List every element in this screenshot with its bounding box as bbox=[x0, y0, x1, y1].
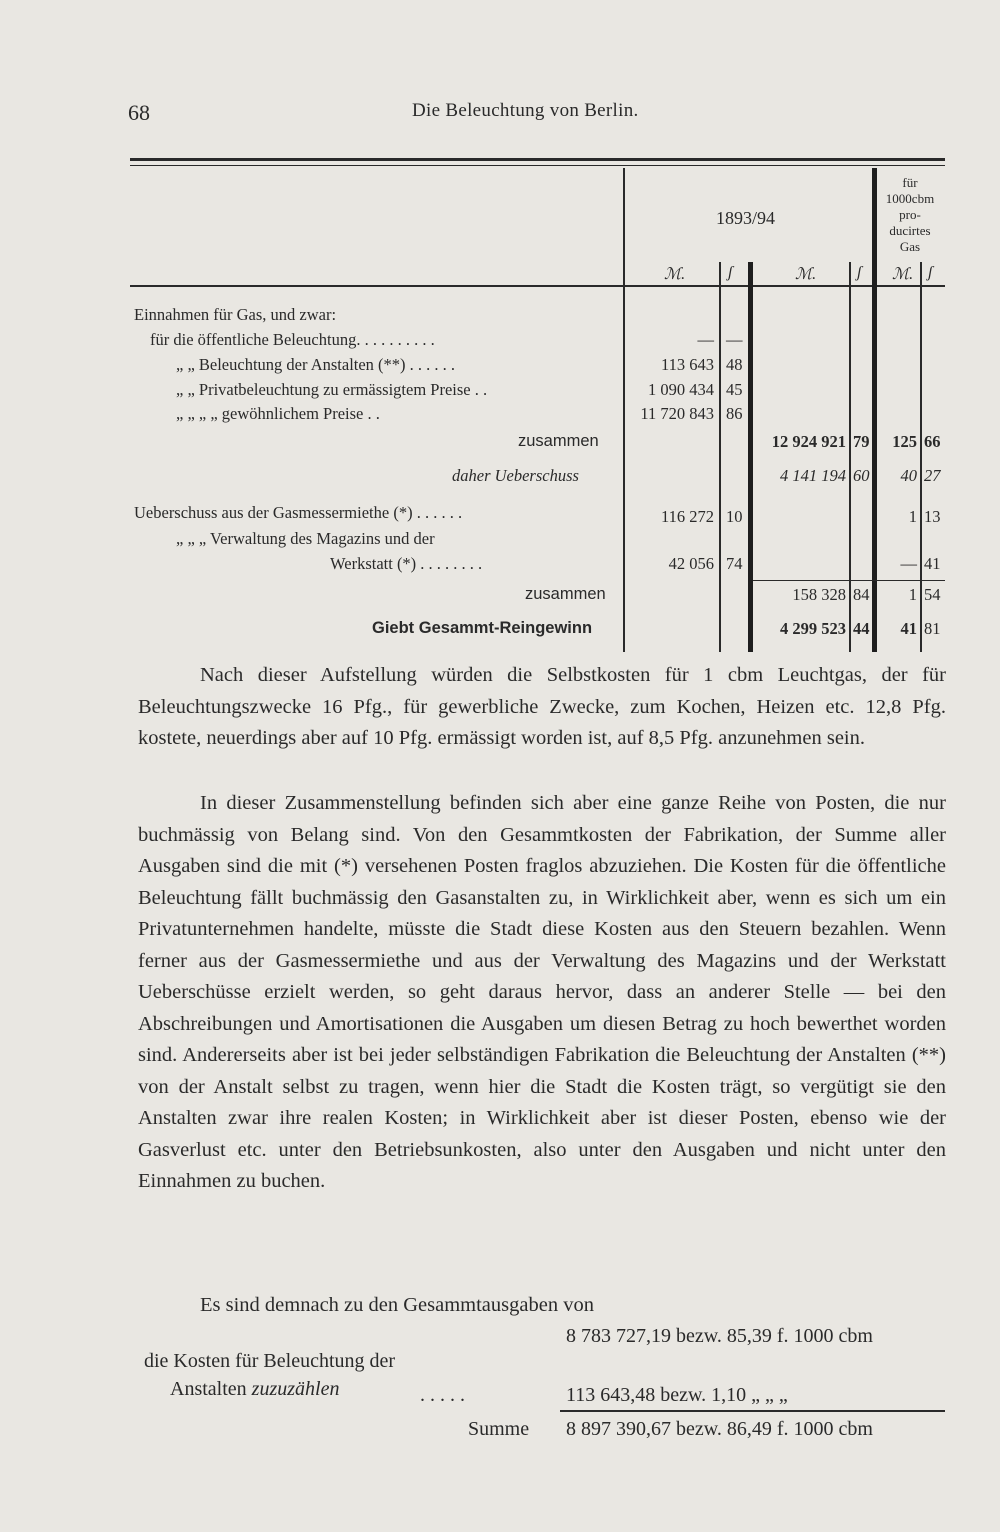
row-label: Giebt Gesammt-Reingewinn bbox=[372, 619, 593, 637]
amount-pfennig: 10 bbox=[726, 507, 743, 526]
amount-mark: 113 643 bbox=[660, 355, 714, 374]
currency-mark-header: ℳ. bbox=[795, 266, 817, 283]
amount-mark: 4 141 194 bbox=[780, 466, 846, 485]
year-header: 1893/94 bbox=[716, 208, 776, 228]
paragraph-2 bbox=[138, 788, 946, 1198]
lighting-cost-label: die Kosten für Beleuchtung der bbox=[144, 1350, 396, 1372]
per-1000-pfennig: 81 bbox=[924, 619, 941, 638]
paragraph-1 bbox=[138, 660, 946, 755]
amount-mark: 11 720 843 bbox=[640, 404, 714, 423]
per-1000-mark: 1 bbox=[908, 507, 917, 526]
sum-rule bbox=[753, 580, 945, 581]
col-divider bbox=[719, 262, 721, 652]
amount-pfennig: 84 bbox=[853, 585, 870, 604]
amount-mark: 4 299 523 bbox=[780, 619, 846, 638]
paragraph-text: Nach dieser Aufstellung würden die Selbstkosten für 1 cbm Leuchtgas, der für Beleuchtungszwecke 16 Pfg., für gewerbliche Zwecke, zum Kochen, Heizen etc. 12,8 Pfg. kostete, neuerdings aber auf 10 Pfg. ermässigt worden ist, auf 8,5 Pfg. anzunehmen sein. bbox=[138, 664, 946, 749]
pfennig-mark-header: ʃ bbox=[728, 264, 733, 281]
amount-mark: 42 056 bbox=[668, 554, 714, 573]
lighting-cost-value: 113 643,48 bezw. 1,10 „ „ „ bbox=[566, 1384, 788, 1406]
paragraph-text: Es sind demnach zu den Gesammtausgaben von bbox=[200, 1294, 594, 1316]
row-label: „ „ „ Verwaltung des Magazins und der bbox=[176, 529, 435, 548]
amount-pfennig: 79 bbox=[853, 432, 870, 451]
financial-table bbox=[0, 0, 1000, 700]
amount-mark: 12 924 921 bbox=[771, 432, 846, 451]
amount-pfennig: 60 bbox=[853, 466, 870, 485]
amount-pfennig: 48 bbox=[726, 355, 743, 374]
sum-value: 8 897 390,67 bezw. 86,49 f. 1000 cbm bbox=[566, 1418, 873, 1440]
per-1000-mark: 40 bbox=[900, 466, 917, 485]
running-title: Die Beleuchtung von Berlin. bbox=[412, 100, 639, 121]
pfennig-mark-header: ʃ bbox=[857, 264, 862, 281]
sum-label: Summe bbox=[468, 1418, 530, 1440]
row-label: Werkstatt (*) . . . . . . . . bbox=[330, 554, 483, 573]
row-label: für die öffentliche Beleuchtung. . . . . . . . . . bbox=[150, 330, 435, 349]
amount-mark: 158 328 bbox=[792, 585, 846, 604]
label-part-italic: zuzuzählen bbox=[251, 1378, 340, 1400]
per-1000-pfennig: 27 bbox=[924, 466, 941, 485]
total-expenses-value: 8 783 727,19 bezw. 85,39 f. 1000 cbm bbox=[566, 1325, 873, 1347]
leader-dots: . . . . . bbox=[420, 1384, 465, 1406]
paragraph-text: In dieser Zusammenstellung befinden sich aber eine ganze Reihe von Posten, die nur buchmässig von Belang sind. Von den Gesammtkosten der Fabrikation, der Summe aller Ausgaben sind die mit (*) versehenen Posten fraglos abzuziehen. Die Kosten für die öffentliche Beleuchtung fällt buchmässig den Gasanstalten zu, in Wirklichkeit aber, wenn es sich um ein Privatunternehmen handelte, müsste die Stadt diese Kosten aus den Steuern bezahlen. Wenn ferner aus der Gasmessermiethe und aus der Verwaltung des Magazins und der Werkstatt Ueberschüsse erzielt werden, so geht daraus hervor, dass an anderer Stelle — bei den Abschreibungen und Amortisationen die Ausgaben um diesen Betrag zu hoch bewerthet worden sind. Andererseits aber ist bei jeder selbständigen Fabrikation die Beleuchtung der Anstalten (**) von der Anstalt selbst zu tragen, wenn hier die Stadt die Kosten trägt, so vergütigt sie den Anstalten zwar ihre realen Kosten; in Wirklichkeit aber ist dieser Posten, ebenso wie der Gasverlust etc. unter den Betriebsunkosten, also unter den Ausgaben und nicht unter den Einnahmen zu buchen. bbox=[138, 792, 946, 1192]
sum-underline bbox=[560, 1410, 945, 1412]
pfennig-mark-header: ʃ bbox=[928, 264, 933, 281]
per-1000-mark: 1 bbox=[908, 585, 917, 604]
row-label: zusammen bbox=[518, 432, 599, 450]
row-label: daher Ueberschuss bbox=[452, 466, 579, 485]
col-divider bbox=[849, 262, 851, 652]
row-label: „ „ Privatbeleuchtung zu ermässigtem Preise . . bbox=[176, 380, 488, 399]
per-1000-mark: 41 bbox=[900, 619, 917, 638]
amount-pfennig: 44 bbox=[853, 619, 870, 638]
per-1000-pfennig: 41 bbox=[924, 554, 941, 573]
table-header-rule bbox=[130, 285, 945, 287]
row-label: zusammen bbox=[525, 585, 606, 603]
amount-pfennig: 86 bbox=[726, 404, 743, 423]
amount-mark: 1 090 434 bbox=[648, 380, 714, 399]
table-top-rule-thin bbox=[130, 165, 945, 166]
col-divider bbox=[920, 262, 922, 652]
currency-mark-header: ℳ. bbox=[664, 266, 686, 283]
per-1000-pfennig: 66 bbox=[924, 432, 941, 451]
paragraph-3 bbox=[138, 1290, 946, 1322]
label-part: Anstalten bbox=[170, 1378, 247, 1400]
currency-mark-header: ℳ. bbox=[892, 266, 914, 283]
per-1000-mark: 125 bbox=[892, 432, 917, 451]
amount-mark: 116 272 bbox=[660, 507, 714, 526]
row-label: „ „ Beleuchtung der Anstalten (**) . . . . . . bbox=[176, 355, 456, 374]
amount-mark: — bbox=[697, 330, 714, 349]
amount-pfennig: 74 bbox=[726, 554, 743, 573]
amount-pfennig: — bbox=[726, 330, 743, 349]
per-1000-pfennig: 54 bbox=[924, 585, 941, 604]
row-label: Einnahmen für Gas, und zwar: bbox=[134, 305, 337, 324]
per-1000-pfennig: 13 bbox=[924, 507, 941, 526]
page-number: 68 bbox=[128, 100, 150, 125]
row-label: Ueberschuss aus der Gasmessermiethe (*) . . . . . . bbox=[134, 503, 463, 522]
table-top-rule bbox=[130, 158, 945, 161]
per-1000cbm-header: für 1000cbm pro- ducirtes Gas bbox=[885, 175, 935, 254]
row-label: „ „ „ „ gewöhnlichem Preise . . bbox=[176, 404, 380, 423]
lighting-cost-label-b bbox=[170, 1378, 339, 1401]
per-1000-mark: — bbox=[900, 554, 917, 573]
amount-pfennig: 45 bbox=[726, 380, 743, 399]
